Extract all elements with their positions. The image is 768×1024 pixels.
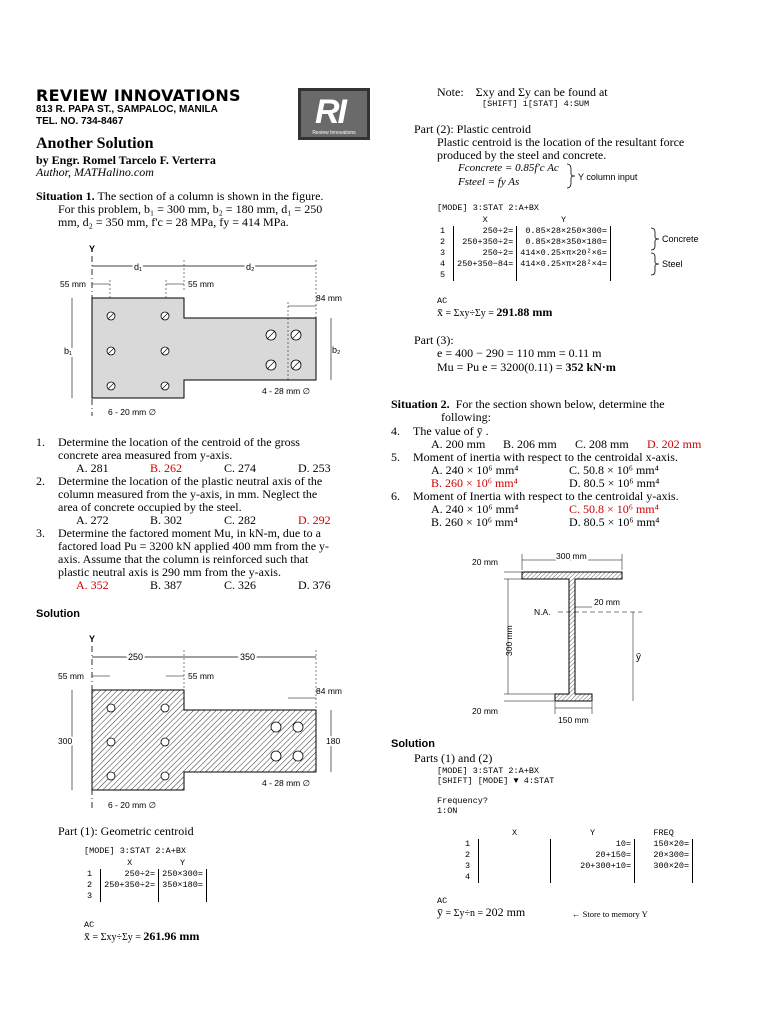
f-steel: Fsteel = fy As [458, 176, 520, 188]
brace-icon [566, 163, 576, 189]
situation1-questions [36, 436, 376, 592]
fig2-mid-offset: 55 mm [188, 671, 214, 681]
q1-choice-b[interactable]: B. 262 [150, 461, 183, 475]
fig3-web-thickness: 20 mm [594, 597, 620, 607]
situation2-keys-1: [MODE] 3:STAT 2:A+BX [437, 766, 540, 776]
table-row [84, 891, 206, 902]
table-row [84, 869, 206, 880]
note-keys: [SHIFT] 1[STAT] 4:SUM [482, 99, 590, 109]
row-n: 2 [440, 237, 446, 247]
part2-result [437, 306, 552, 320]
note-label: Note: [437, 85, 464, 99]
s2-col-f: FREQ [653, 828, 674, 838]
question-6 [391, 490, 731, 529]
part3-line-2-pre: Mu = Pu e = 3200(0.11) = [437, 360, 566, 374]
question-4 [391, 425, 731, 451]
q3-choice-b[interactable]: B. 387 [150, 578, 183, 592]
part2-keys: [MODE] 3:STAT 2:A+BX [437, 203, 540, 213]
situation2-text [391, 398, 731, 424]
row-y: 10= [551, 839, 635, 850]
row-x [101, 891, 159, 902]
author-line: Author, MATHalino.com [36, 165, 154, 179]
q4-choice-b[interactable]: B. 206 mm [503, 437, 557, 451]
row-y: 0.85×28×350×180= [517, 237, 611, 248]
q4-choice-d[interactable]: D. 202 mm [647, 437, 702, 451]
row-freq [635, 872, 693, 883]
s2-col-x: X [512, 828, 518, 838]
q1-choice-a[interactable]: A. 281 [76, 461, 109, 475]
situation1-line-1: The section of a column is shown in the figure. [97, 189, 324, 203]
part2-line-1: Plastic centroid is the location of the resultant force [437, 135, 685, 149]
part3-line-2-value: 352 kN·m [565, 360, 616, 374]
fig3-bottom-width: 150 mm [558, 715, 589, 725]
row-y: 414×0.25×π×28²×4= [517, 259, 611, 270]
table-row [462, 872, 693, 883]
part1-col-y: Y [179, 858, 186, 868]
situation2-questions [391, 425, 731, 529]
steel-brace-icon [650, 252, 660, 276]
q6-choices-row-2 [391, 516, 731, 529]
fig1-d1: d₁ [134, 262, 143, 272]
table-row [437, 237, 610, 248]
row-y: 350×180= [159, 880, 207, 891]
question-1 [36, 436, 376, 475]
row-x [479, 872, 551, 883]
q3-choices [36, 579, 376, 592]
fig1-bars-left: 6 - 20 mm ∅ [108, 407, 157, 417]
q6-text: Moment of Inertia with respect to the centroidal y-axis. [413, 489, 679, 503]
row-y: 414×0.25×π×20²×6= [517, 248, 611, 259]
situation2-intro: For the section shown below, determine the [455, 397, 665, 411]
situation2-heading: Situation 2. [391, 397, 450, 411]
fig2-b2: 180 [326, 736, 341, 746]
part1-table [84, 858, 207, 902]
question-3 [36, 527, 376, 592]
part1-col-x: X [127, 858, 133, 868]
fig3-top-thickness: 20 mm [472, 557, 498, 567]
q3-choice-a[interactable]: A. 352 [76, 578, 109, 592]
row-y [551, 872, 635, 883]
row-n: 2 [87, 880, 93, 890]
part1-result [84, 930, 199, 944]
fig2-d1: 250 [128, 652, 144, 662]
q6-num: 6. [391, 489, 400, 503]
part1-result-value: 261.96 mm [143, 929, 200, 943]
part2-result-lhs: x̄ [437, 305, 443, 319]
fig3-top-width: 300 mm [556, 551, 587, 561]
row-n: 3 [87, 891, 93, 901]
situation2-result [437, 906, 525, 920]
q5-choice-d[interactable]: D. 80.5 × 10⁶ mm⁴ [569, 476, 660, 490]
row-freq: 20×300= [635, 850, 693, 861]
row-x: 250+350÷2= [101, 880, 159, 891]
q2-choice-d[interactable]: D. 292 [298, 513, 331, 527]
q3-choice-c[interactable]: C. 326 [224, 578, 257, 592]
fig1-b1: b₁ [64, 346, 73, 356]
fig2-left-offset: 55 mm [58, 671, 84, 681]
part2-result-value: 291.88 mm [496, 305, 553, 319]
fig1-d2: d₂ [246, 262, 255, 272]
column-section-solution-figure [36, 630, 356, 815]
q6-choice-d[interactable]: D. 80.5 × 10⁶ mm⁴ [569, 515, 660, 529]
question-5 [391, 451, 731, 490]
part2-text [437, 136, 684, 162]
row-x: 250+350÷2= [454, 237, 517, 248]
q2-num: 2. [36, 474, 45, 488]
table-row [462, 850, 693, 861]
situation2-keys-3: Frequency? [437, 796, 489, 806]
row-y: 250×300= [159, 869, 207, 880]
q6-choice-b[interactable]: B. 260 × 10⁶ mm⁴ [431, 515, 518, 529]
q6-choice-c[interactable]: C. 50.8 × 10⁶ mm⁴ [569, 502, 659, 516]
row-y [517, 270, 611, 281]
part1-result-lhs: x̄ [84, 929, 90, 943]
fig1-mid-offset: 55 mm [188, 279, 214, 289]
q1-choice-c[interactable]: C. 274 [224, 461, 257, 475]
part3-line-1: e = 400 − 290 = 110 mm = 0.11 m [437, 346, 602, 360]
q2-line-1: Determine the location of the plastic neutral axis of the [58, 474, 323, 488]
fig2-b1: 300 [58, 736, 73, 746]
table-row [84, 880, 206, 891]
fig3-na: N.A. [534, 607, 551, 617]
situation1-heading: Situation 1. [36, 189, 95, 203]
fig2-bars-left: 6 - 20 mm ∅ [108, 800, 157, 810]
row-n: 1 [87, 869, 93, 879]
q3-line-3: axis. Assume that the column is reinforced such that [58, 552, 309, 566]
group-steel: Steel [662, 259, 683, 269]
row-x: 250÷2= [101, 869, 159, 880]
q5-num: 5. [391, 450, 400, 464]
q3-choice-d[interactable]: D. 376 [298, 578, 331, 592]
question-2 [36, 475, 376, 527]
part3-heading: Part (3): [414, 333, 454, 347]
situation2-ac: AC [437, 896, 448, 906]
q1-line-2: concrete area measured from y-axis. [58, 448, 233, 462]
q3-line-2: factored load Pu = 3200 kN applied 400 mm from the y- [58, 539, 330, 553]
row-n: 3 [440, 248, 446, 258]
part2-line-2: produced by the steel and concrete. [437, 148, 607, 162]
q2-choice-a[interactable]: A. 272 [76, 513, 109, 527]
q2-choice-b[interactable]: B. 302 [150, 513, 183, 527]
fig2-y-label: Y [89, 634, 96, 644]
tee-section-figure [468, 548, 668, 730]
situation1-solution-heading: Solution [36, 608, 80, 620]
q1-num: 1. [36, 435, 45, 449]
page-title: Another Solution [36, 135, 154, 152]
logo-text: RI [315, 93, 345, 131]
table-row [437, 248, 610, 259]
f-concrete: Fconcrete = 0.85f'c Ac [458, 162, 559, 174]
row-x [454, 270, 517, 281]
fig1-y-label: Y [89, 244, 96, 254]
part1-result-mid: = Σxy÷Σy = [90, 932, 144, 943]
table-row [437, 270, 610, 281]
column-section-figure [36, 240, 356, 420]
row-x [479, 861, 551, 872]
part2-col-y: Y [561, 215, 567, 225]
table-row [437, 259, 610, 270]
q5-choice-b[interactable]: B. 260 × 10⁶ mm⁴ [431, 476, 518, 490]
situation2-keys-4: 1:ON [437, 806, 458, 816]
store-note: ← Store to memory Y [572, 909, 648, 919]
row-x: 250+350−84= [454, 259, 517, 270]
fig1-right-offset: 84 mm [316, 293, 342, 303]
row-n: 2 [465, 850, 471, 860]
part1-heading: Part (1): Geometric centroid [58, 824, 194, 838]
row-n: 4 [465, 872, 471, 882]
situation2-keys-2: [SHIFT] [MODE] ▼ 4:STAT [437, 776, 555, 786]
table-row [462, 839, 693, 850]
group-concrete: Concrete [662, 234, 699, 244]
table-row [437, 226, 610, 237]
part2-table [437, 215, 611, 281]
row-n: 1 [465, 839, 471, 849]
q5-choice-c[interactable]: C. 50.8 × 10⁶ mm⁴ [569, 463, 659, 477]
situation1-line-3: mm, d₂ = 350 mm, f'c = 28 MPa, fy = 414 MPa. [58, 215, 289, 229]
fig2-right-offset: 84 mm [316, 686, 342, 696]
situation2-result-mid: = Σy÷n = [443, 908, 486, 919]
row-x [479, 839, 551, 850]
fig1-left-offset: 55 mm [60, 279, 86, 289]
fig2-bars-right: 4 - 28 mm ∅ [262, 778, 311, 788]
note-text: Σxy and Σy can be found at [475, 85, 608, 99]
fig1-b2: b₂ [332, 345, 341, 355]
row-x [479, 850, 551, 861]
part2-result-mid: = Σxy÷Σy = [443, 308, 497, 319]
situation2-intro-2: following: [441, 410, 491, 424]
q2-line-2: column measured from the y-axis, in mm. Neglect the [58, 487, 318, 501]
row-n: 1 [440, 226, 446, 236]
q3-line-4: plastic neutral axis is 290 mm from the y-axis. [58, 565, 281, 579]
q2-line-3: area of concrete occupied by the steel. [58, 500, 242, 514]
part2-ac: AC [437, 296, 448, 306]
situation2-solution-heading: Solution [391, 738, 435, 750]
logo [298, 88, 370, 140]
s2-col-y: Y [590, 828, 596, 838]
brace-note: Y column input [578, 172, 638, 182]
part1-ac: AC [84, 920, 95, 930]
company-tel: TEL. NO. 734-8467 [36, 116, 124, 127]
q4-num: 4. [391, 424, 400, 438]
q6-choice-a[interactable]: A. 240 × 10⁶ mm⁴ [431, 502, 519, 516]
concrete-brace-icon [650, 227, 660, 251]
q3-num: 3. [36, 526, 45, 540]
company-name: REVIEW INNOVATIONS [36, 86, 241, 105]
q1-choice-d[interactable]: D. 253 [298, 461, 331, 475]
fig3-bottom-thickness: 20 mm [472, 706, 498, 716]
row-x: 250÷2= [454, 226, 517, 237]
part2-col-x: X [482, 215, 488, 225]
fig1-bars-right: 4 - 28 mm ∅ [262, 386, 311, 396]
situation2-table [462, 828, 693, 883]
row-y: 20+150= [551, 850, 635, 861]
row-freq: 150×20= [635, 839, 693, 850]
q4-text: The value of ȳ . [413, 424, 489, 438]
q4-choice-a[interactable]: A. 200 mm [431, 437, 486, 451]
row-x: 250÷2= [454, 248, 517, 259]
situation1-line-2: For this problem, b₁ = 300 mm, b₂ = 180 mm, d₁ = 250 [58, 202, 323, 216]
situation2-result-value: 202 mm [485, 905, 526, 919]
situation1-text [36, 190, 376, 229]
table-row [462, 861, 693, 872]
fig3-ybar: ȳ [636, 652, 641, 663]
q3-line-1: Determine the factored moment Mu, in kN-m, due to a [58, 526, 321, 540]
row-n: 3 [465, 861, 471, 871]
q5-text: Moment of inertia with respect to the centroidal x-axis. [413, 450, 678, 464]
part2-heading: Part (2): Plastic centroid [414, 122, 531, 136]
logo-caption: Review Innovations [312, 130, 356, 136]
q4-choice-c[interactable]: C. 208 mm [575, 437, 629, 451]
row-y: 0.85×28×250×300= [517, 226, 611, 237]
company-address: 813 R. PAPA ST., SAMPALOC, MANILA [36, 104, 218, 115]
situation2-result-lhs: ȳ [437, 905, 443, 919]
row-y: 20+300+10= [551, 861, 635, 872]
row-freq: 300×20= [635, 861, 693, 872]
q1-line-1: Determine the location of the centroid of the gross [58, 435, 300, 449]
row-n: 4 [440, 259, 446, 269]
part1-keys: [MODE] 3:STAT 2:A+BX [84, 846, 187, 856]
part3-line-2 [437, 361, 616, 374]
byline: by Engr. Romel Tarcelo F. Verterra [36, 153, 216, 167]
fig3-height: 300 mm [504, 625, 514, 656]
fig2-d2: 350 [240, 652, 256, 662]
q2-choice-c[interactable]: C. 282 [224, 513, 257, 527]
q5-choice-a[interactable]: A. 240 × 10⁶ mm⁴ [431, 463, 519, 477]
row-n: 5 [440, 270, 446, 280]
note [437, 86, 608, 99]
row-y [159, 891, 207, 902]
parts-heading: Parts (1) and (2) [414, 751, 493, 765]
